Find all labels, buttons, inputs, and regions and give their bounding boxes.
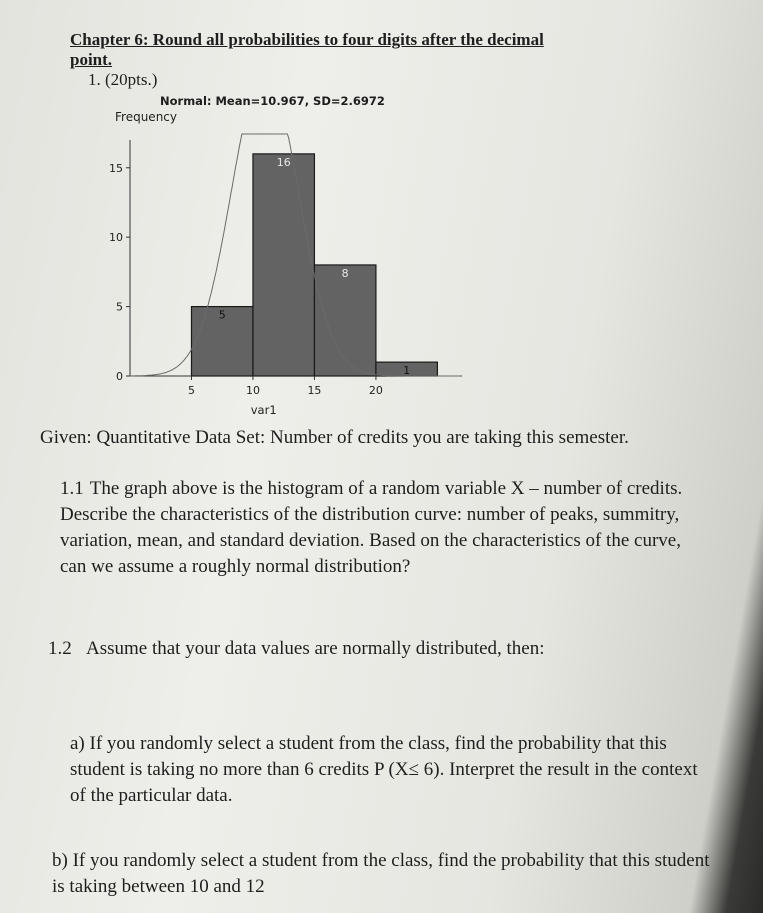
question-a [70,731,710,809]
x-tick-label: 5 [187,384,195,397]
question-number: 1. (20pts.) [88,70,158,89]
histogram-chart [0,0,763,420]
question-1-2-number: 1.2 [48,638,72,659]
question-b-text: If you randomly select a student from the class, find the probability that this student is taking between 10 and 12 [52,850,710,897]
chart-title: Normal: Mean=10.967, SD=2.6972 [160,94,385,108]
question-a-text: If you randomly select a student from the class, find the probability that this student is taking no more than 6 credits P (X≤ 6). Interpret the result in the context of the particular data. [70,733,698,806]
given-text: Given: Quantitative Data Set: Number of credits you are taking this semester. [40,427,629,448]
bar-value-label: 16 [276,155,291,169]
question-b-label: b) [52,850,68,871]
y-axis-label: Frequency [115,110,177,124]
bar-value-label: 1 [403,364,411,378]
bar-value-label: 5 [218,308,226,322]
y-tick-label: 15 [109,161,123,175]
x-tick-label: 10 [245,384,260,397]
histogram-bar [253,154,314,376]
chapter-heading: Chapter 6: Round all probabilities to four digits after the decimal point. [70,30,544,69]
question-1-1 [60,476,700,580]
question-a-label: a) [70,733,85,754]
question-1-2 [48,636,688,662]
x-tick-label: 20 [368,384,383,397]
question-1-1-text: The graph above is the histogram of a random variable X – number of credits. Describe the characteristics of the distribution curve: number of peaks, summitry, variation, mean, and standard deviation. Based on the characteristics of the curve, can we assume a roughly normal distribution? [60,478,683,577]
question-b [52,848,712,900]
y-tick-label: 10 [109,231,123,245]
x-tick-label: 15 [307,384,322,397]
question-1-2-text: Assume that your data values are normally distributed, then: [86,638,545,659]
y-tick-label: 5 [116,300,123,314]
x-axis-label: var1 [250,403,277,417]
question-1-1-number: 1.1 [60,478,84,499]
y-tick-label: 0 [116,370,123,383]
bar-value-label: 8 [341,266,349,280]
